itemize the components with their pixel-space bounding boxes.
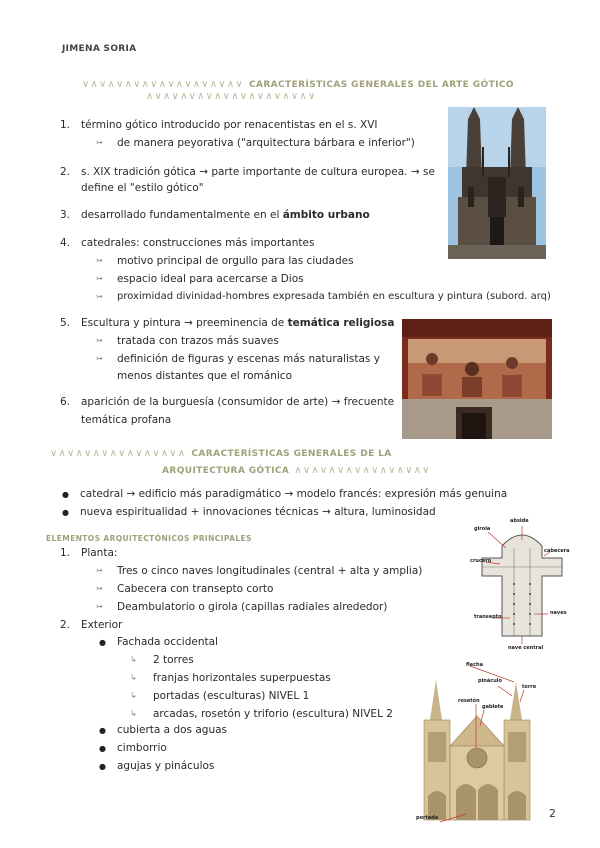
page-number: 2 (549, 807, 556, 820)
sub-item-text: Tres o cinco naves longitudinales (central + alta y amplia) (117, 565, 423, 577)
sub-sub-item-text: portadas (esculturas) NIVEL 1 (153, 690, 310, 702)
arrow-bullet-icon: ↣ (96, 336, 103, 345)
sub-item-text: Fachada occidental (117, 636, 218, 648)
sub-item-text: agujas y pináculos (117, 760, 215, 772)
plan-label: nave central (508, 645, 544, 651)
arrow-bullet-icon: ↣ (96, 138, 103, 147)
fresco-image (402, 319, 552, 439)
list-number: 2. (60, 166, 71, 178)
list-item-text: desarrollado fundamentalmente en el ámbito urbano (81, 209, 370, 221)
sub-item-text: definición de figuras y escenas más naturalistas y (117, 353, 380, 365)
emphasis-text: temática religiosa (287, 317, 395, 329)
sub-item-text: de manera peyorativa ("arquitectura bárbara e inferior") (117, 137, 415, 149)
bullet-text: nueva espiritualidad + innovaciones técnicas → altura, luminosidad (80, 506, 436, 518)
deco-pattern: ∧∨∧∨∧∨∧∨∧∨∧∨∧∨∧∨ (294, 465, 431, 476)
cathedral-image (448, 107, 546, 259)
list-number: 1. (60, 547, 71, 559)
bullet-icon: ● (99, 638, 106, 647)
list-item-text: Planta: (81, 547, 118, 559)
bullet-icon: ● (99, 762, 106, 771)
corner-arrow-icon: ↳ (130, 709, 137, 718)
list-number: 6. (60, 396, 71, 408)
plan-label: transepto (474, 614, 502, 620)
sub-sub-item-text: franjas horizontales superpuestas (153, 672, 331, 684)
bullet-icon: ● (62, 490, 69, 499)
list-item-text: aparición de la burguesía (consumidor de arte) → frecuente (81, 396, 395, 408)
deco-pattern: ∨∧∨∧∨∧∨∧∨∧∨∧∨∧∨∧∨∧∨ (82, 79, 244, 90)
arrow-bullet-icon: ↣ (96, 566, 103, 575)
sub-sub-item-text: 2 torres (153, 654, 194, 666)
list-item-text: temática profana (81, 414, 172, 426)
section2-heading-line2 (162, 458, 431, 477)
plan-label: girola (474, 526, 491, 532)
facade-label: torre (522, 684, 537, 690)
arrow-bullet-icon: ↣ (96, 602, 103, 611)
sub-item-text: espacio ideal para acercarse a Dios (117, 273, 304, 285)
sub-item-text: Cabecera con transepto corto (117, 583, 274, 595)
facade-diagram (414, 660, 544, 826)
floor-plan-diagram (470, 518, 574, 652)
list-item-text: define el "estilo gótico" (81, 182, 204, 194)
section1-title: CARACTERÍSTICAS GENERALES DEL ARTE GÓTICO (248, 80, 514, 90)
deco-pattern: ∨∧∨∧∨∧∨∧∨∧∨∧∨∧∨∧ (50, 448, 187, 459)
section3-title: ELEMENTOS ARQUITECTÓNICOS PRINCIPALES (46, 534, 252, 543)
sub-item-text: Deambulatorio o girola (capillas radiales alrededor) (117, 601, 388, 613)
section2-title: CARACTERÍSTICAS GENERALES DE LA (191, 449, 392, 459)
plan-label: abside (510, 518, 529, 524)
plan-label: crucero (470, 558, 492, 564)
author-name: JIMENA SORIA (62, 44, 137, 54)
sub-item-text: tratada con trazos más suaves (117, 335, 279, 347)
list-number: 1. (60, 119, 71, 131)
section2-title: ARQUITECTURA GÓTICA (162, 466, 290, 476)
section1-heading (82, 72, 514, 91)
bullet-text: catedral → edificio más paradigmático → modelo francés: expresión más genuina (80, 488, 508, 500)
list-number: 5. (60, 317, 71, 329)
facade-label: gablete (482, 704, 504, 710)
sub-item-text: proximidad divinidad-hombres expresada también en escultura y pintura (subord. arq) (117, 291, 551, 302)
arrow-bullet-icon: ↣ (96, 274, 103, 283)
corner-arrow-icon: ↳ (130, 673, 137, 682)
list-item-text: Exterior (81, 619, 123, 631)
list-number: 3. (60, 209, 71, 221)
arrow-bullet-icon: ↣ (96, 256, 103, 265)
sub-item-text: cimborrio (117, 742, 167, 754)
plan-label: cabecera (544, 548, 570, 554)
sub-sub-item-text: arcadas, rosetón y triforio (escultura) NIVEL 2 (153, 708, 393, 720)
list-item-text: término gótico introducido por renacentistas en el s. XVI (81, 119, 378, 131)
emphasis-text: ámbito urbano (282, 209, 370, 221)
corner-arrow-icon: ↳ (130, 691, 137, 700)
arrow-bullet-icon: ↣ (96, 584, 103, 593)
plan-label: naves (550, 610, 567, 616)
list-number: 4. (60, 237, 71, 249)
list-number: 2. (60, 619, 71, 631)
bullet-icon: ● (62, 508, 69, 517)
facade-label: portada (416, 815, 439, 821)
bullet-icon: ● (99, 744, 106, 753)
facade-label: rosetón (458, 698, 480, 704)
list-item-text: s. XIX tradición gótica → parte importante de cultura europea. → se (81, 166, 435, 178)
list-item-text: catedrales: construcciones más importantes (81, 237, 315, 249)
sub-item-text: cubierta a dos aguas (117, 724, 228, 736)
arrow-bullet-icon: ↣ (96, 292, 103, 301)
list-item-text: Escultura y pintura → preeminencia de temática religiosa (81, 317, 395, 329)
sub-item-text: motivo principal de orgullo para las ciudades (117, 255, 354, 267)
sub-item-text: menos distantes que el románico (117, 370, 292, 382)
facade-label: flecha (466, 662, 483, 668)
corner-arrow-icon: ↳ (130, 655, 137, 664)
deco-pattern: ∧∨∧∨∧∨∧∨∧∨∧∨∧∨∧∨∧∨∧∨ (146, 91, 317, 102)
arrow-bullet-icon: ↣ (96, 354, 103, 363)
bullet-icon: ● (99, 726, 106, 735)
facade-label: pináculo (478, 678, 502, 684)
